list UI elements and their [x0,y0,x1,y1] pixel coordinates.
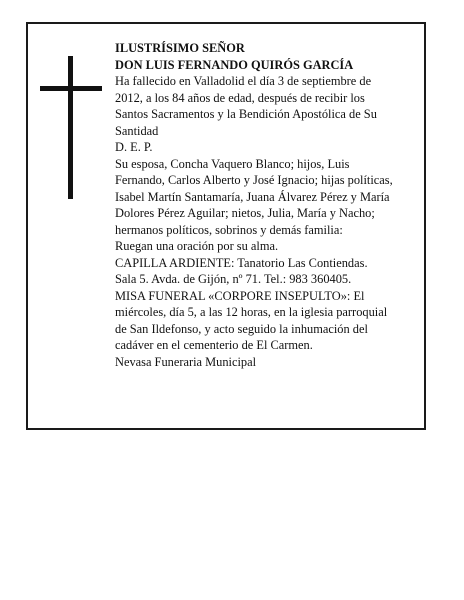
death-announcement-line: Ha fallecido en Valladolid el día 3 de septiembre de [115,74,372,88]
death-announcement-line: Santidad [115,123,159,138]
death-announcement-line: Santos Sacramentos y la Bendición Apostólica de Su [115,107,377,121]
deceased-name: DON LUIS FERNANDO QUIRÓS GARCÍA [115,57,354,72]
family-line: Isabel Martín Santamaría, Juana Álvarez Pérez y María [115,189,390,204]
funeral-mass-line: de San Ildefonso, y acto seguido la inhumación del [115,321,368,336]
chapel-line: CAPILLA ARDIENTE: Tanatorio Las Contiendas. [115,255,368,270]
funeral-mass-line: miércoles, día 5, a las 12 horas, en la iglesia parroquial [115,305,388,319]
family-line: hermanos políticos, sobrinos y demás familia: [115,222,343,237]
family-line: Dolores Pérez Aguilar; nietos, Julia, María y Nacho; [115,206,375,220]
family-line: Su esposa, Concha Vaquero Blanco; hijos, Luis [115,156,350,171]
funeral-mass-line: cadáver en el cementerio de El Carmen. [115,338,313,352]
obituary-notice [26,22,426,430]
family-line: Fernando, Carlos Alberto y José Ignacio; hijas políticas, [115,173,393,187]
death-announcement-line: 2012, a los 84 años de edad, después de recibir los [115,90,365,105]
title-honorific: ILUSTRÍSIMO SEÑOR [115,41,245,55]
rip-line: D. E. P. [115,140,153,154]
funeral-home-line: Nevasa Funeraria Municipal [115,354,257,369]
chapel-address-line: Sala 5. Avda. de Gijón, nº 71. Tel.: 983 360405. [115,272,352,286]
funeral-mass-line: MISA FUNERAL «CORPORE INSEPULTO»: El [115,288,365,303]
cross-horizontal-bar [40,86,102,91]
notice-content [115,40,411,370]
prayer-line: Ruegan una oración por su alma. [115,239,279,253]
cross-vertical-bar [68,56,73,199]
